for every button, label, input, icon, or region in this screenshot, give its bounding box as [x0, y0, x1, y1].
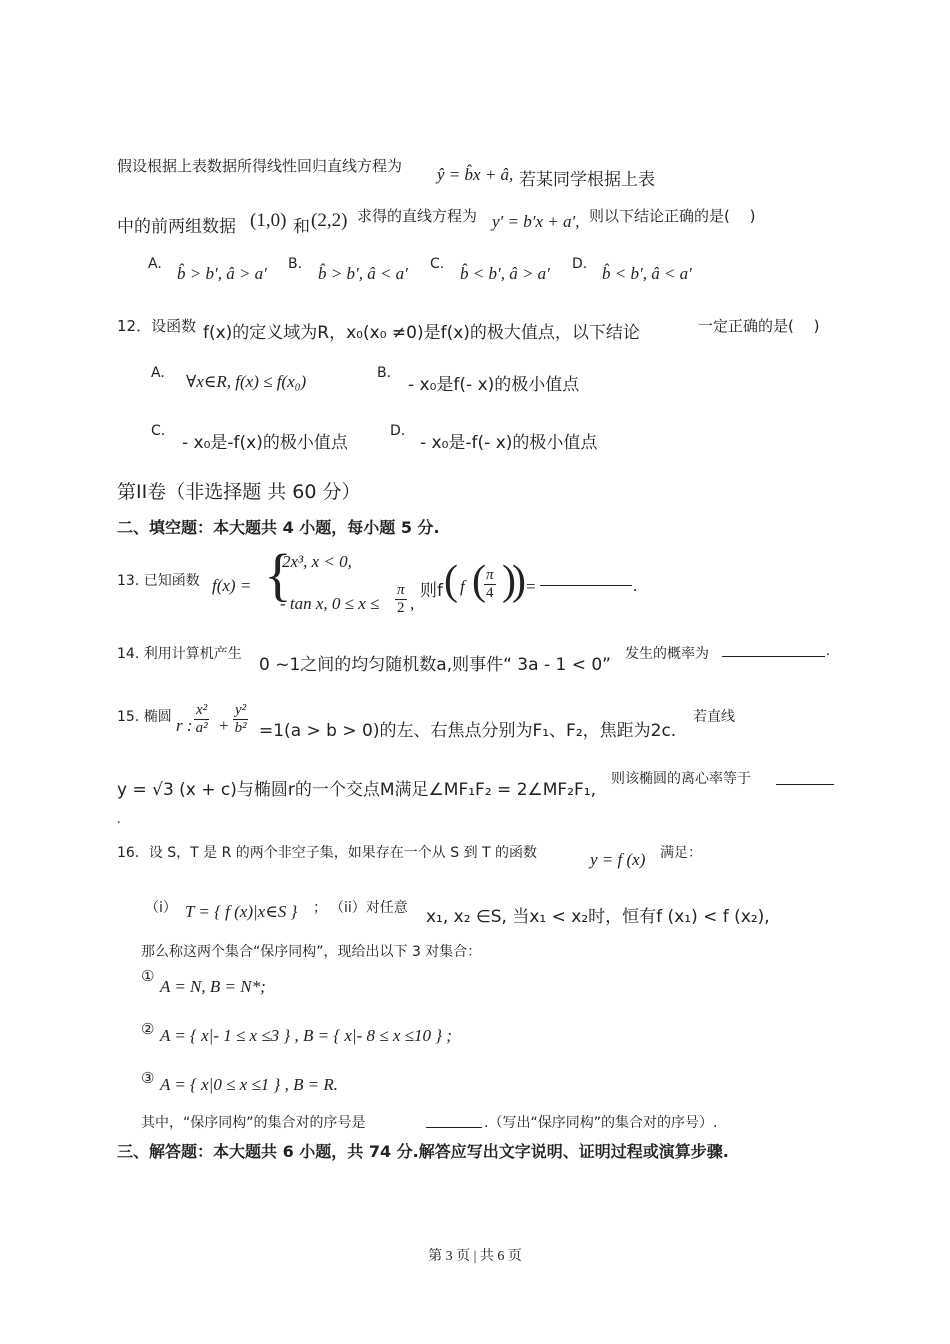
- q12-option-d-label: D.: [390, 423, 406, 439]
- q11-option-b-label: B.: [288, 256, 303, 272]
- page-footer: 第 3 页 | 共 6 页: [428, 1249, 522, 1264]
- q13-paren-right: ): [512, 558, 526, 604]
- q15-x2: x²: [196, 702, 208, 718]
- q16-definition: 那么称这两个集合“保序同构”，现给出以下 3 对集合：: [141, 944, 482, 960]
- q16-cond1: T = { f (x)|x∈S }: [185, 902, 298, 921]
- q16-satisfy: 满足：: [660, 845, 702, 861]
- q16-item1: A = N, B = N*;: [160, 977, 266, 996]
- q11-option-d-label: D.: [572, 256, 588, 272]
- q15-b2: b²: [234, 720, 247, 736]
- q16-semicolon: ；: [313, 900, 327, 916]
- q15-number: 15. 椭圆: [117, 709, 172, 725]
- q14-event: 0 ~1之间的均匀随机数a,则事件“ 3a - 1 < 0”: [259, 655, 611, 675]
- q15-line2-tail: 则该椭圆的离心率等于: [611, 771, 751, 787]
- q11-option-d: b̂ < b′, â < a′: [602, 264, 692, 283]
- q13-two: 2: [397, 600, 405, 616]
- q16-answer-blank[interactable]: [426, 1127, 482, 1128]
- q11-option-c-label: C.: [430, 256, 445, 272]
- q16-item2-mark: ②: [141, 1020, 155, 1038]
- q13-pi: π: [397, 582, 405, 598]
- q11-he: 和: [293, 217, 310, 237]
- q13-four: 4: [486, 585, 494, 601]
- q12-option-d: - x₀是-f(- x)的极小值点: [420, 433, 598, 453]
- q16-function: y = f (x): [590, 850, 646, 869]
- q15-a2: a²: [195, 720, 208, 736]
- q16-answer-note: .（写出“保序同构”的集合对的序号）.: [484, 1115, 718, 1131]
- q12-option-c-label: C.: [151, 423, 166, 439]
- solution-section-heading: 三、解答题：本大题共 6 小题，共 74 分.解答应写出文字说明、证明过程或演算步骤.: [117, 1142, 729, 1161]
- q16-item3: A = { x|0 ≤ x ≤1 } , B = R.: [160, 1075, 339, 1094]
- q13-equals: =: [526, 577, 536, 596]
- q11-option-c: b̂ < b′, â > a′: [460, 264, 550, 283]
- q13-f-inner: f: [460, 577, 465, 596]
- q12-option-b-label: B.: [377, 365, 392, 381]
- q12-number: 12．设函数: [117, 317, 197, 335]
- q16-item2: A = { x|- 1 ≤ x ≤3 } , B = { x|- 8 ≤ x ≤10 } ;: [160, 1026, 452, 1045]
- q11-intro2: 若某同学根据上表: [519, 170, 655, 190]
- q13-end: .: [633, 576, 638, 595]
- q11-option-b: b̂ > b′, â < a′: [318, 264, 408, 283]
- q14-number: 14. 利用计算机产生: [117, 646, 242, 662]
- q11-line2a: 中的前两组数据: [117, 217, 236, 237]
- q12-option-c: - x₀是-f(x)的极小值点: [182, 433, 348, 453]
- q13-then: 则f: [420, 581, 443, 601]
- q13-case2: - tan x, 0 ≤ x ≤: [280, 594, 380, 613]
- q13-answer-blank[interactable]: [540, 585, 632, 586]
- q16-item3-mark: ③: [141, 1069, 155, 1087]
- q11-line2c: 则以下结论正确的是( ): [589, 207, 756, 225]
- q15-answer-blank[interactable]: [776, 784, 834, 785]
- q16-stem: 16．设 S，T 是 R 的两个非空子集，如果存在一个从 S 到 T 的函数: [117, 845, 538, 861]
- q14-tail: 发生的概率为: [625, 646, 709, 662]
- q11-line2b: 求得的直线方程为: [357, 207, 478, 225]
- q13-paren-left: (: [444, 558, 458, 604]
- q11-eq2: y′ = b′x + a′,: [492, 212, 580, 231]
- q12-option-a-label: A.: [151, 365, 165, 381]
- q13-case1: 2x³, x < 0,: [282, 552, 352, 571]
- q12-option-a: ∀x∈R, f(x) ≤ f(x₀): [186, 372, 307, 391]
- q15-dot: .: [117, 812, 121, 827]
- q16-item1-mark: ①: [141, 967, 155, 985]
- q15-frac-y: [233, 702, 248, 737]
- q15-plus: +: [219, 716, 229, 735]
- q13-paren-inner-right: ): [502, 558, 516, 604]
- q16-cond2: x₁, x₂ ∈S, 当x₁ < x₂时，恒有f (x₁) < f (x₂),: [426, 907, 770, 927]
- part2-title: 第II卷（非选择题 共 60 分）: [117, 481, 361, 503]
- q15-line2: y = √3 (x + c)与椭圆r的一个交点M满足∠MF₁F₂ = 2∠MF₂F₁,: [117, 780, 597, 800]
- q16-cond2-label: （ii）对任意: [330, 900, 408, 916]
- q11-regression-eq: ŷ = b̂x + â,: [437, 165, 514, 184]
- fill-blank-section-heading: 二、填空题：本大题共 4 小题，每小题 5 分.: [117, 518, 440, 537]
- q14-end: .: [826, 643, 830, 659]
- q13-fx: f(x) =: [212, 576, 252, 595]
- q12-option-b: - x₀是f(- x)的极小值点: [408, 375, 580, 395]
- q11-intro1: 假设根据上表数据所得线性回归直线方程为: [117, 157, 403, 175]
- q12-tail: 一定正确的是( ): [698, 317, 820, 335]
- q16-answer-prompt: 其中，“保序同构”的集合对的序号是: [141, 1115, 366, 1131]
- q12-stem: f(x)的定义域为R，x₀(x₀ ≠0)是f(x)的极大值点，以下结论: [203, 323, 640, 343]
- q15-frac-x: [194, 702, 209, 737]
- q13-paren-inner-left: (: [472, 558, 486, 604]
- q13-brace: {: [264, 542, 292, 607]
- q14-answer-blank[interactable]: [722, 656, 825, 657]
- q13-pi-over-4: [484, 567, 496, 602]
- q11-point1: (1,0): [250, 210, 287, 231]
- q15-y2: y²: [235, 702, 247, 718]
- q11-option-a: b̂ > b′, â > a′: [177, 264, 267, 283]
- q13-comma: ,: [410, 594, 415, 613]
- q13-pi-over-2: [395, 582, 407, 617]
- q11-option-a-label: A.: [148, 256, 162, 272]
- q15-tail: 若直线: [693, 709, 735, 725]
- q16-cond1-label: （i）: [145, 900, 177, 916]
- q13-pi-2: π: [486, 567, 494, 583]
- q15-r: r :: [176, 716, 193, 735]
- q15-ellipse-desc: =1(a > b > 0)的左、右焦点分别为F₁、F₂，焦距为2c.: [259, 721, 677, 741]
- q11-point2: (2,2): [311, 210, 348, 231]
- q13-number: 13. 已知函数: [117, 573, 200, 589]
